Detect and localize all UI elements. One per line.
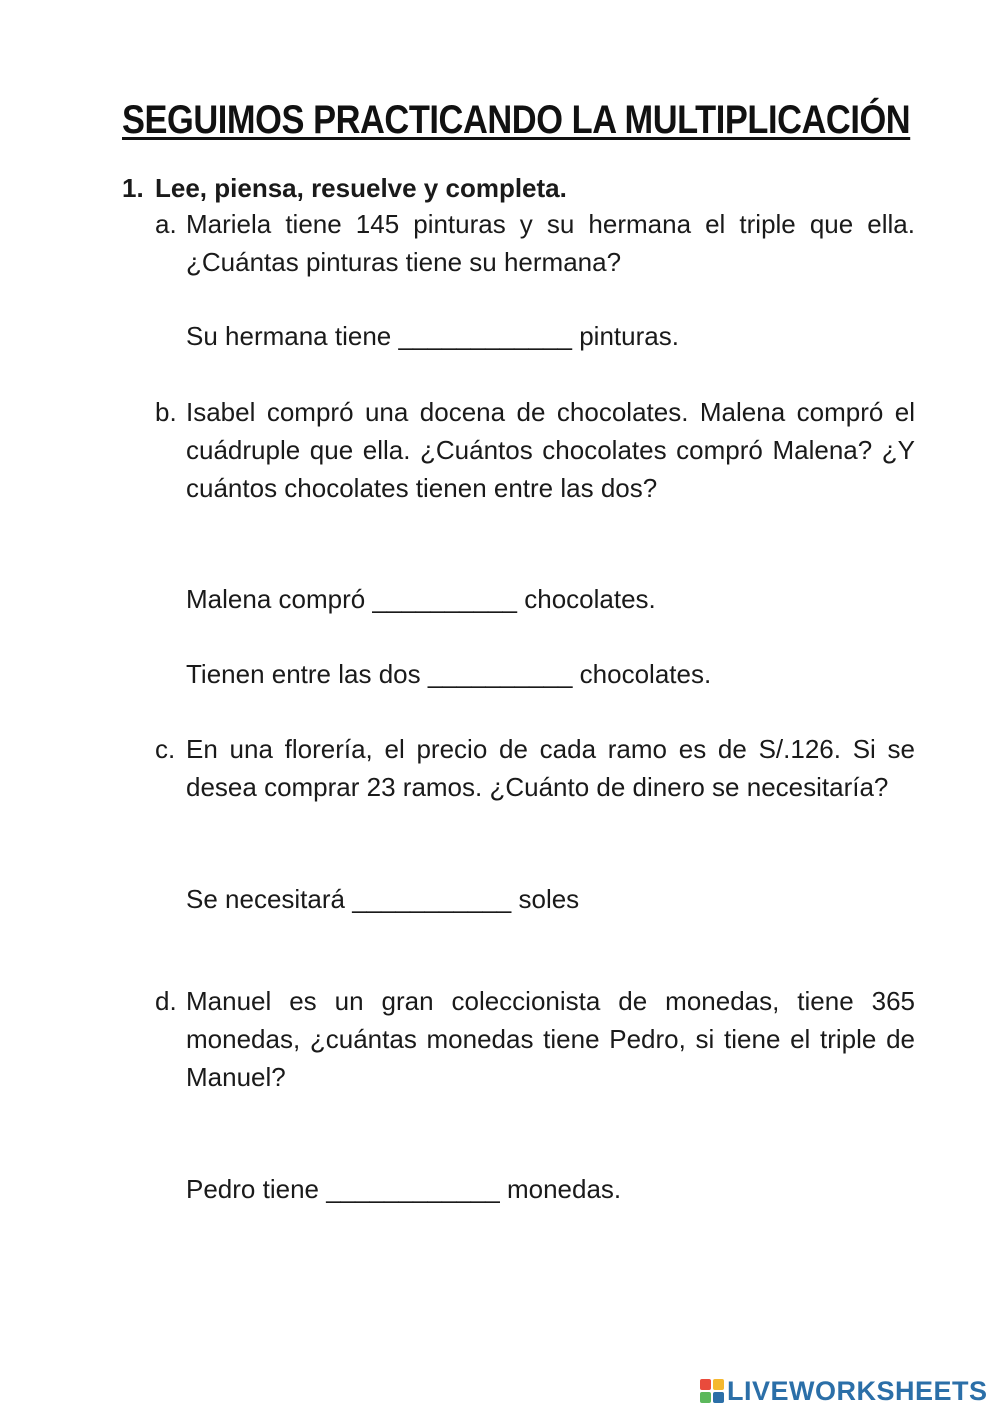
answer-line: Su hermana tiene ____________ pinturas. (186, 321, 679, 351)
question-heading (122, 170, 567, 206)
item-letter: d. (155, 986, 177, 1016)
logo-square (713, 1379, 724, 1390)
item-text: Mariela tiene 145 pinturas y su hermana el triple que ella. ¿Cuántas pinturas tiene su hermana? (186, 209, 915, 277)
logo-square (700, 1379, 711, 1390)
item-text: En una florería, el precio de cada ramo es de S/.126. Si se desea comprar 23 ramos. ¿Cuánto de dinero se necesitaría? (186, 734, 915, 802)
question-instruction: Lee, piensa, resuelve y completa. (155, 173, 567, 203)
item-b (150, 393, 915, 507)
answer-line: Malena compró __________ chocolates. (186, 584, 656, 614)
brand-name: LIVEWORKSHEETS (727, 1375, 988, 1406)
item-letter: b. (155, 397, 177, 427)
liveworksheets-logo (700, 1376, 988, 1406)
logo-square (713, 1392, 724, 1403)
answer-line: Tienen entre las dos __________ chocolates. (186, 659, 712, 689)
liveworksheets-logo-icon (700, 1379, 724, 1403)
answer-line: Se necesitará ___________ soles (186, 884, 580, 914)
item-letter: c. (155, 734, 176, 764)
item-c (150, 730, 915, 806)
item-a (150, 205, 915, 281)
logo-square (700, 1392, 711, 1403)
item-text: Isabel compró una docena de chocolates. Malena compró el cuádruple que ella. ¿Cuántos chocolates compró Malena? ¿Y cuántos chocolates tienen entre las dos? (186, 397, 915, 503)
item-d (150, 982, 915, 1096)
question-number: 1. (122, 173, 144, 203)
item-text: Manuel es un gran coleccionista de monedas, tiene 365 monedas, ¿cuántas monedas tiene Pedro, si tiene el triple de Manuel? (186, 986, 915, 1092)
page-title: SEGUIMOS PRACTICANDO LA MULTIPLICACIÓN (122, 98, 911, 142)
item-letter: a. (155, 209, 177, 239)
answer-line: Pedro tiene ____________ monedas. (186, 1174, 622, 1204)
